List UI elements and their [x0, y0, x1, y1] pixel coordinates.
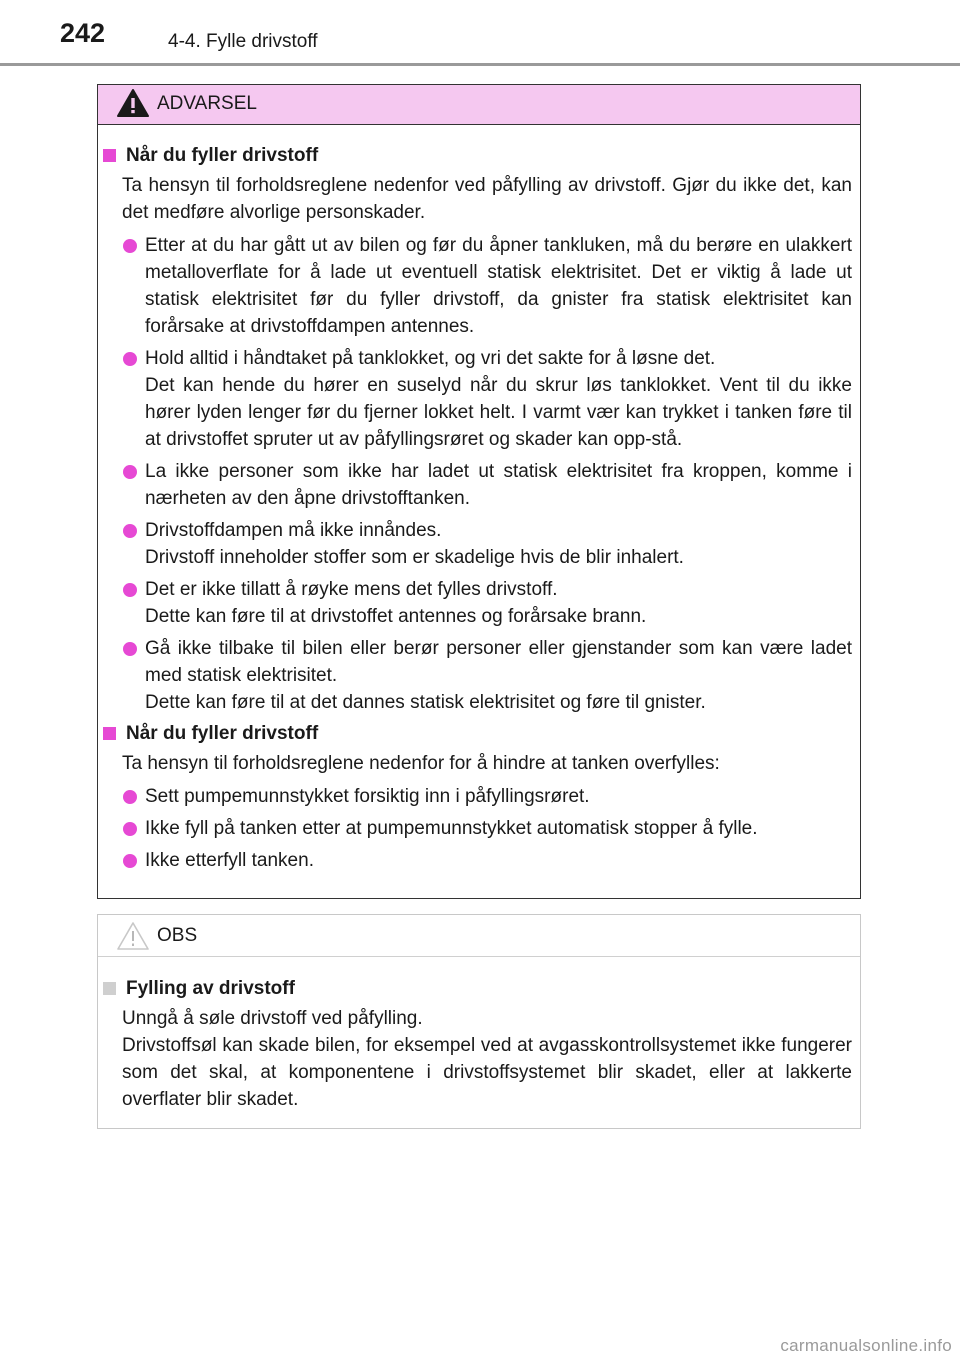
warning-triangle-filled-icon [116, 88, 150, 118]
list-item-text: Ikke fyll på tanken etter at pumpemunnstykket automatisk stopper å fylle. [145, 818, 758, 839]
list-item-text: Gå ikke tilbake til bilen eller berør personer eller gjenstander som kan være ladet med statisk elektrisitet. [145, 638, 852, 686]
list-item-text: Hold alltid i håndtaket på tanklokket, og vri det sakte for å løsne det. [145, 348, 716, 369]
list-item [98, 517, 852, 571]
round-bullet-icon [123, 524, 137, 538]
list-item [98, 635, 852, 716]
warning-label: ADVARSEL [157, 93, 257, 114]
list-item [98, 815, 852, 842]
notice-text: Unngå å søle drivstoff ved påfylling. [122, 1008, 423, 1029]
list-item-text: Ikke etterfyll tanken. [145, 850, 314, 871]
list-item [98, 232, 852, 340]
round-bullet-icon [123, 854, 137, 868]
page-header [0, 0, 960, 66]
notice-box [97, 914, 861, 1129]
notice-box-body [98, 957, 860, 1113]
section-intro: Ta hensyn til forholdsreglene nedenfor for å hindre at tanken overfylles: [122, 753, 720, 774]
list-item [98, 847, 852, 874]
list-item-text: Det kan hende du hører en suselyd når du skrur løs tanklokket. Vent til du ikke hører lyden lenger før du fjerner lokket helt. I varmt vær kan trykket i tanken føre til at drivstoffet spruter ut av påfyllingsrøret og skader kan opp-stå. [145, 375, 852, 450]
notice-box-header [98, 915, 860, 957]
list-item [98, 458, 852, 512]
list-item-text: Sett pumpemunnstykket forsiktig inn i påfyllingsrøret. [145, 786, 590, 807]
section-heading-text: Når du fyller drivstoff [126, 723, 319, 744]
page-number: 242 [60, 18, 106, 48]
round-bullet-icon [123, 465, 137, 479]
warning-box [97, 84, 861, 899]
section-heading-text: Når du fyller drivstoff [126, 145, 319, 166]
section-heading [98, 976, 852, 1002]
list-item-text: La ikke personer som ikke har ladet ut statisk elektrisitet fra kroppen, komme i nærheten av den åpne drivstofftanken. [145, 461, 852, 509]
section-intro: Ta hensyn til forholdsreglene nedenfor ved påfylling av drivstoff. Gjør du ikke det, kan det medføre alvorlige personskader. [122, 175, 852, 223]
list-item-text: Etter at du har gått ut av bilen og før du åpner tankluken, må du berøre en ulakkert metalloverflate for å lade ut eventuell statisk elektrisitet. Det er viktig å lade ut statisk elektrisitet før du fyller drivstoff, da gnister fra statisk elektrisitet kan forårsake at drivstoffdampen antennes. [145, 235, 852, 337]
section-heading [98, 143, 852, 169]
list-item [98, 783, 852, 810]
header-divider [0, 63, 960, 66]
square-bullet-icon [103, 982, 116, 995]
list-item-text: Dette kan føre til at det dannes statisk elektrisitet og føre til gnister. [145, 692, 706, 713]
section-heading-text: Fylling av drivstoff [126, 978, 295, 999]
watermark: carmanualsonline.info [780, 1336, 952, 1355]
square-bullet-icon [103, 149, 116, 162]
warning-triangle-outline-icon [116, 921, 150, 951]
section-heading [98, 721, 852, 747]
section-title: 4-4. Fylle drivstoff [168, 31, 318, 52]
list-item-text: Drivstoffdampen må ikke innåndes. [145, 520, 442, 541]
round-bullet-icon [123, 583, 137, 597]
round-bullet-icon [123, 239, 137, 253]
list-item [98, 345, 852, 453]
square-bullet-icon [103, 727, 116, 740]
warning-box-header [98, 85, 860, 125]
list-item-text: Drivstoff inneholder stoffer som er skadelige hvis de blir inhalert. [145, 547, 684, 568]
round-bullet-icon [123, 642, 137, 656]
notice-text: Drivstoffsøl kan skade bilen, for eksempel ved at avgasskontrollsystemet ikke fungerer som det skal, at komponentene i drivstoffsystemet blir skadet, eller at lakkerte overflater blir skadet. [122, 1035, 852, 1110]
list-item-text: Det er ikke tillatt å røyke mens det fylles drivstoff. [145, 579, 558, 600]
list-item-text: Dette kan føre til at drivstoffet antennes og forårsake brann. [145, 606, 647, 627]
warning-box-body [98, 125, 860, 874]
round-bullet-icon [123, 352, 137, 366]
list-item [98, 576, 852, 630]
round-bullet-icon [123, 822, 137, 836]
notice-label: OBS [157, 925, 198, 946]
round-bullet-icon [123, 790, 137, 804]
